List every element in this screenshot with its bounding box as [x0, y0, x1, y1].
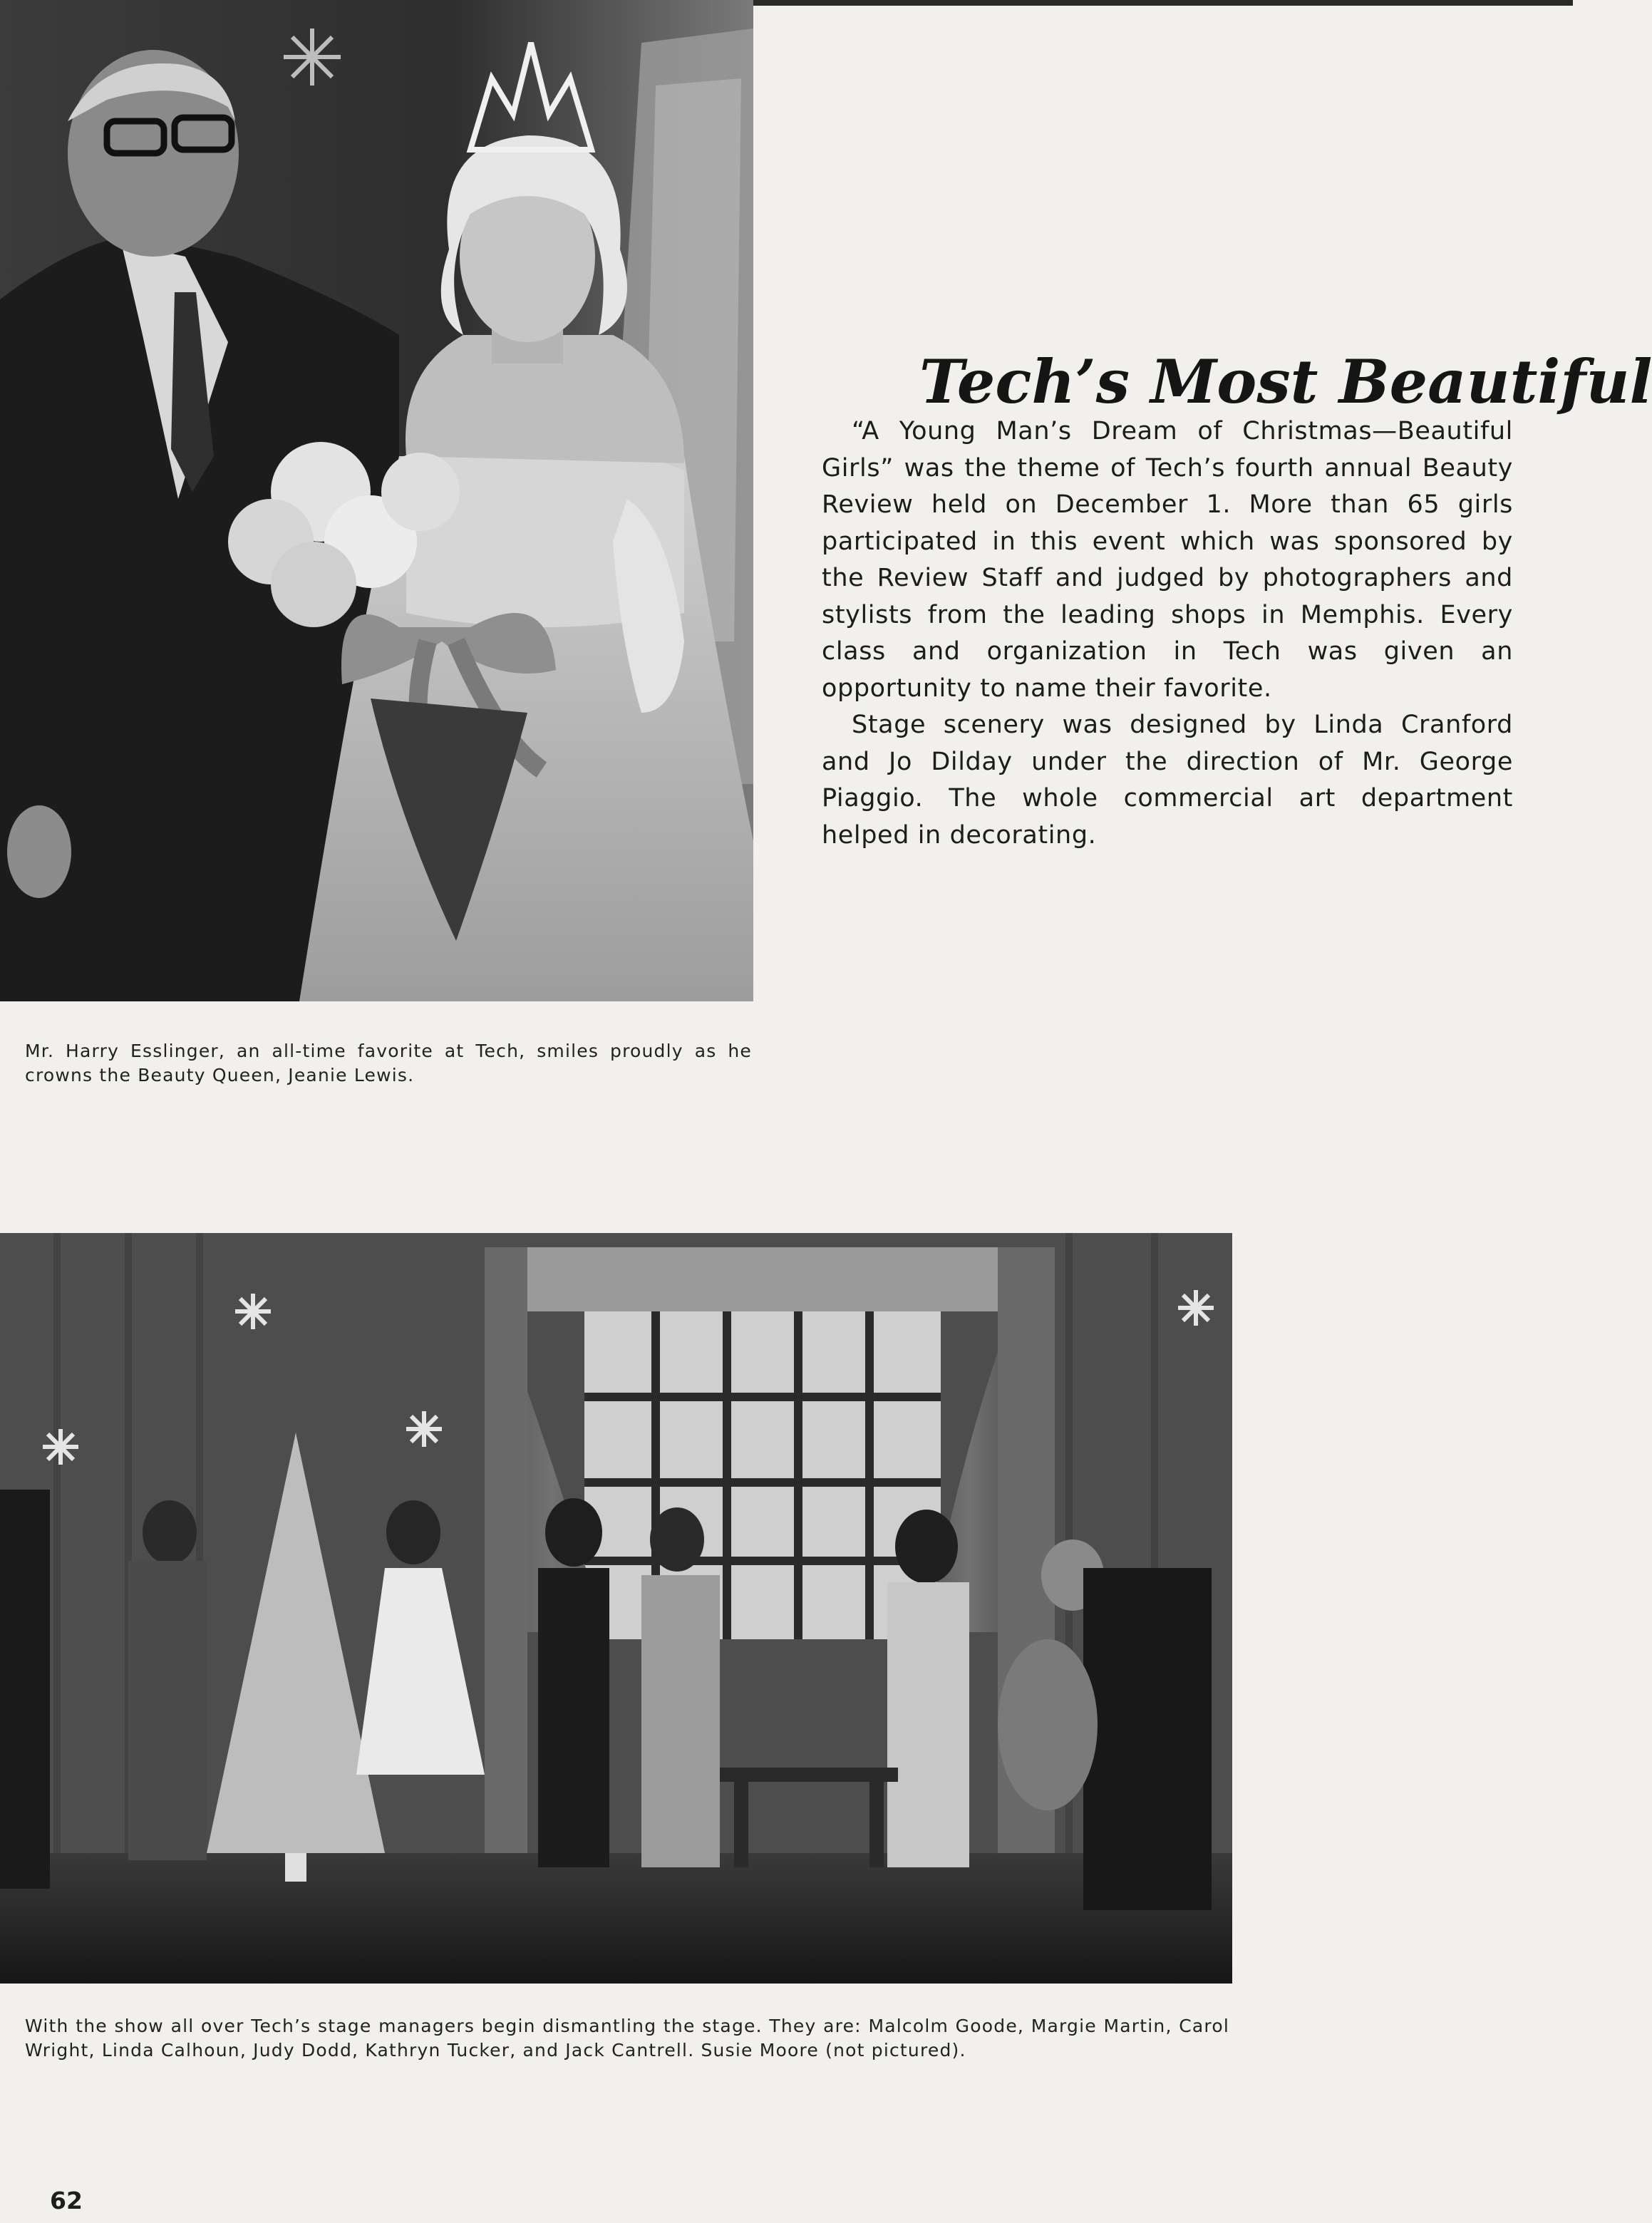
article-body — [822, 413, 1513, 854]
page-number: 62 — [50, 2187, 83, 2214]
stage-photo — [0, 1233, 1232, 1984]
crowning-photo — [0, 0, 753, 1001]
crowning-photo-illustration — [0, 0, 753, 1001]
article-paragraph: “A Young Man’s Dream of Christmas—Beautiful Girls” was the theme of Tech’s fourth annual Beauty Review held on December 1. More than 65 girls participated in this event which was sponsored by the Review Staff and judged by photographers and stylists from the leading shops in Memphis. Every class and organization in Tech was given an opportunity to name their favorite. — [822, 417, 1513, 703]
stage-photo-illustration — [0, 1233, 1232, 1984]
crowning-photo-caption: Mr. Harry Esslinger, an all-time favorite at Tech, smiles proudly as he crowns the Beauty Queen, Jeanie Lewis. — [25, 1041, 752, 1085]
page-title: Tech’s Most Beautiful — [919, 346, 1652, 418]
stage-photo-caption: With the show all over Tech’s stage managers begin dismantling the stage. They are: Malcolm Goode, Margie Martin, Carol Wright, Linda Calhoun, Judy Dodd, Kathryn Tucker, and Jack Cantrell. Susie Moore (not pictured). — [25, 2016, 1229, 2060]
article-paragraph: Stage scenery was designed by Linda Cranford and Jo Dilday under the direction of Mr. George Piaggio. The whole commercial art department helped in decorating. — [822, 711, 1513, 850]
